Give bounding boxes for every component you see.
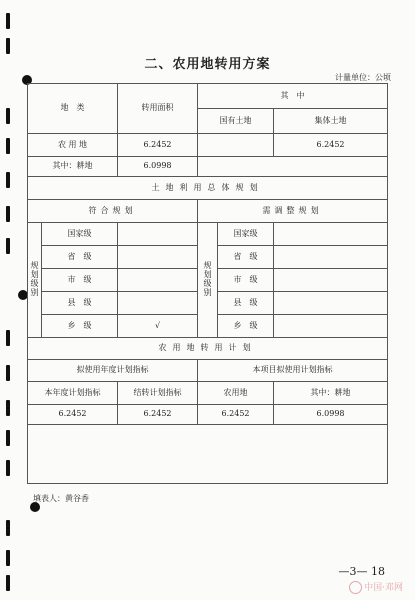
binding-mark (6, 172, 10, 188)
col-this-year-header: 本年度计划指标 (28, 382, 118, 405)
land-type-header: 地 类 (28, 84, 118, 134)
col-transferred-header: 结转计划指标 (118, 382, 198, 405)
level-right-county: 县 级 (218, 292, 274, 315)
binding-mark (6, 38, 10, 54)
row-agri-state (198, 134, 274, 157)
level-right-national: 国家级 (218, 223, 274, 246)
row-arable-blank (198, 157, 388, 177)
land-conversion-table (27, 83, 388, 484)
level-left-national-value (118, 223, 198, 246)
val-this-year: 6.2452 (28, 405, 118, 425)
blank-area (28, 425, 388, 484)
val-arable: 6.0998 (274, 405, 388, 425)
level-right-county-value (274, 292, 388, 315)
level-right-city-value (274, 269, 388, 292)
binding-mark (6, 430, 10, 446)
filled-by-label: 填表人：黄谷香 (33, 494, 89, 503)
binding-mark (6, 365, 10, 381)
binding-mark (6, 238, 10, 254)
seal-icon (349, 581, 362, 594)
conversion-plan-section-header: 农用地转用计划 (28, 338, 388, 360)
binding-mark (6, 520, 10, 536)
plan-level-label-right: 规 划 级 别 (198, 223, 218, 338)
project-plan-header: 本项目拟使用计划指标 (198, 360, 388, 382)
row-arable-label: 其中：耕地 (28, 157, 118, 177)
level-left-national: 国家级 (42, 223, 118, 246)
annual-plan-header: 拟使用年度计划指标 (28, 360, 198, 382)
level-left-city-value (118, 269, 198, 292)
row-arable-area: 6.0998 (118, 157, 198, 177)
converted-area-header: 转用面积 (118, 84, 198, 134)
state-owned-header: 国有土地 (198, 109, 274, 134)
val-transferred: 6.2452 (118, 405, 198, 425)
level-left-province: 省 级 (42, 246, 118, 269)
binding-mark (6, 460, 10, 476)
plan-section-header: 土地利用总体规划 (28, 177, 388, 200)
binding-mark (6, 206, 10, 222)
row-agri-area: 6.2452 (118, 134, 198, 157)
unit-label: 计量单位：公顷 (335, 73, 391, 82)
level-right-township: 乡 级 (218, 315, 274, 338)
col-agri-header: 农用地 (198, 382, 274, 405)
level-left-township: 乡 级 (42, 315, 118, 338)
binding-mark (6, 330, 10, 346)
row-agri-label: 农 用 地 (28, 134, 118, 157)
binding-mark (6, 13, 10, 29)
row-agri-collective: 6.2452 (274, 134, 388, 157)
binding-mark (6, 108, 10, 124)
level-right-city: 市 级 (218, 269, 274, 292)
of-which-header: 其 中 (198, 84, 388, 109)
level-left-province-value (118, 246, 198, 269)
level-left-county-value (118, 292, 198, 315)
watermark (349, 580, 403, 594)
level-right-national-value (274, 223, 388, 246)
level-left-city: 市 级 (42, 269, 118, 292)
col-arable-header: 其中：耕地 (274, 382, 388, 405)
plan-level-label-left: 规 划 级 别 (28, 223, 42, 338)
watermark-text: 中国·邓网 (364, 583, 403, 593)
document-title: 二、农用地转用方案 (144, 57, 271, 72)
level-right-province-value (274, 246, 388, 269)
binding-mark (6, 575, 10, 591)
need-adjust-header: 需调整规划 (198, 200, 388, 223)
collective-header: 集体土地 (274, 109, 388, 134)
binding-mark (6, 550, 10, 566)
level-left-county: 县 级 (42, 292, 118, 315)
binding-mark (6, 400, 10, 416)
conform-plan-header: 符合规划 (28, 200, 198, 223)
level-left-township-value: √ (118, 315, 198, 338)
binding-mark (6, 138, 10, 154)
level-right-township-value (274, 315, 388, 338)
val-agri: 6.2452 (198, 405, 274, 425)
page-number: —3— 18 (338, 565, 385, 578)
level-right-province: 省 级 (218, 246, 274, 269)
